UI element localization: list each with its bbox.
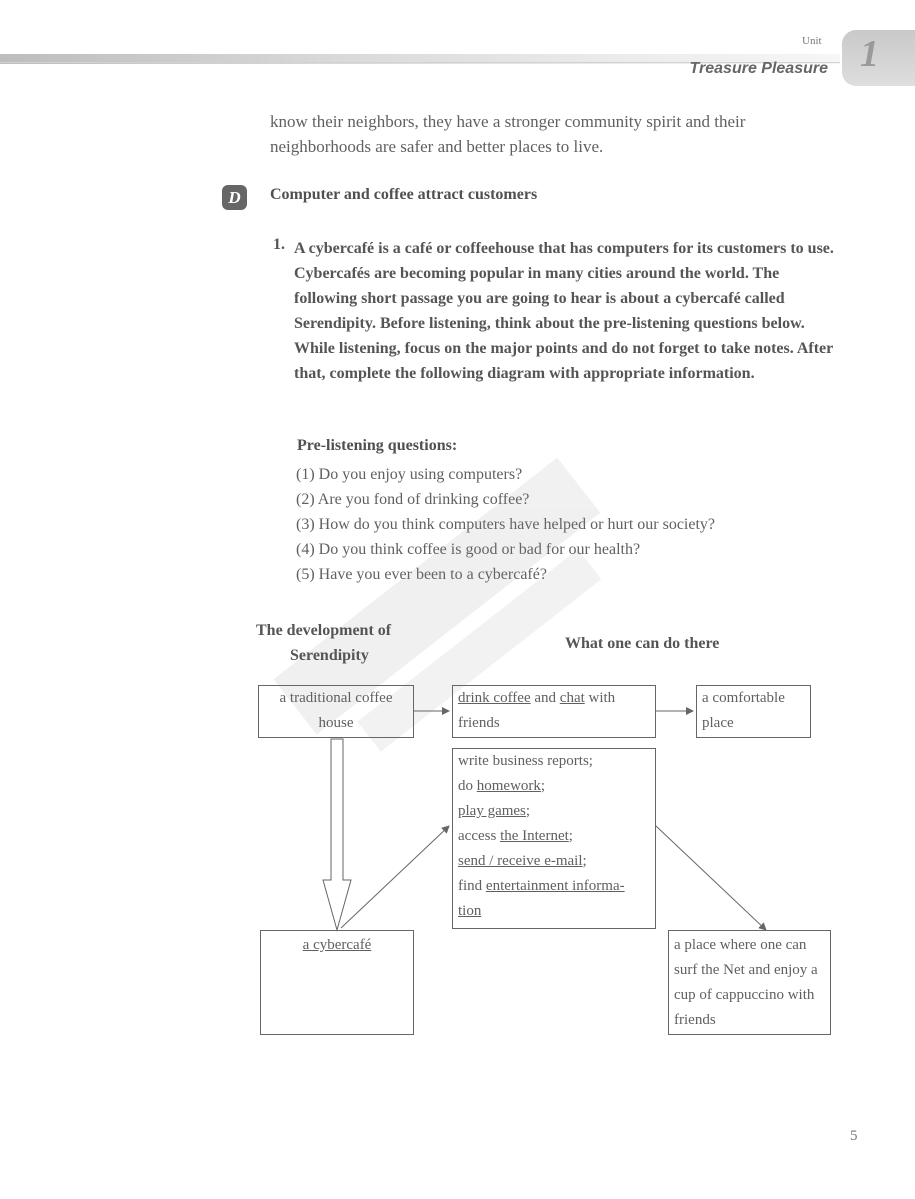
- list-item: (4) Do you think coffee is good or bad for our health?: [296, 541, 641, 558]
- list-item: (3) How do you think computers have helped or hurt our society?: [296, 516, 716, 533]
- box-cybercafe-text: a cybercafé: [302, 937, 372, 953]
- question-text: A cybercafé is a café or coffeehouse that has computers for its customers to use. Cybercafés are becoming popular in many cities around the world. The following short passage you are going to hear is about a cybercafé called Serendipity. Before listening, think about the pre-listening questions below. While listening, focus on the major points and do not forget to take notes. After that, complete the following diagram with appropriate information.: [294, 240, 834, 382]
- question-number: 1.: [273, 236, 285, 253]
- unit-number: 1: [860, 33, 879, 75]
- intro-paragraph: know their neighbors, they have a stronger community spirit and their neighborhoods are safer and better places to live.: [270, 112, 746, 156]
- activity-line: do homework;: [458, 778, 546, 794]
- activity-line: access the Internet;: [458, 828, 573, 844]
- unit-title: Treasure Pleasure: [689, 60, 828, 77]
- box-traditional-text: a traditional coffee house: [279, 690, 393, 731]
- section-title: Computer and coffee attract customers: [270, 186, 538, 203]
- activity-line: find entertainment informa-: [458, 878, 625, 894]
- page-number: 5: [850, 1128, 858, 1144]
- box-place-text: a place where one can surf the Net and enjoy a cup of cappuccino with friends: [674, 937, 818, 1028]
- diagram-right-heading: What one can do there: [565, 635, 720, 652]
- unit-label: Unit: [802, 35, 822, 47]
- box-activities: [452, 748, 656, 929]
- arrow-development-down: [323, 739, 351, 930]
- drink-coffee-text: drink coffee: [458, 690, 531, 706]
- box-place-description: [668, 930, 831, 1035]
- arrow-cybercafe-to-activities: [341, 826, 449, 928]
- diagram-left-heading-line2: Serendipity: [290, 647, 369, 664]
- list-item: (5) Have you ever been to a cybercafé?: [296, 566, 547, 583]
- pre-listening-title: Pre-listening questions:: [297, 437, 458, 454]
- connector-text: and: [530, 690, 560, 706]
- activity-line: write business reports;: [458, 753, 593, 769]
- box-cybercafe: [260, 930, 414, 1035]
- activity-line: tion: [458, 903, 482, 919]
- box-comfortable-text: a comfortable place: [702, 690, 785, 731]
- box-drink-coffee: [452, 685, 656, 738]
- with-friends-text: with friends: [458, 690, 616, 731]
- activity-line: send / receive e-mail;: [458, 853, 587, 869]
- activity-line: play games;: [458, 803, 531, 819]
- list-item: (1) Do you enjoy using computers?: [296, 466, 523, 483]
- diagram-left-heading-line1: The development of: [256, 622, 392, 639]
- arrow-activities-to-place: [656, 826, 766, 930]
- list-item: (2) Are you fond of drinking coffee?: [296, 491, 530, 508]
- section-badge: D: [222, 185, 247, 210]
- box-comfortable-place: [696, 685, 811, 738]
- box-traditional-coffee-house: [258, 685, 414, 738]
- chat-text: chat: [559, 690, 585, 706]
